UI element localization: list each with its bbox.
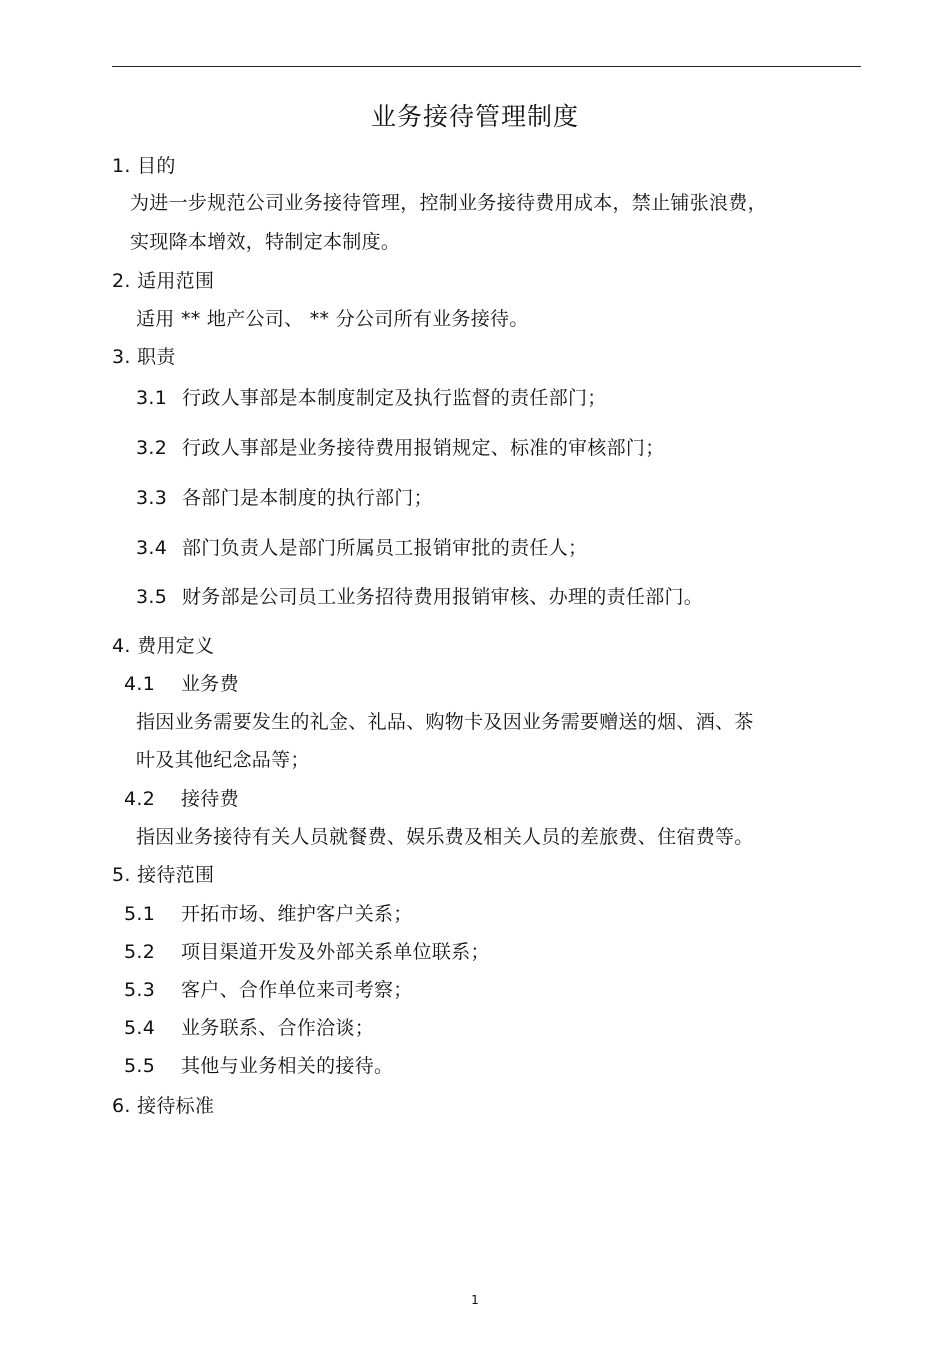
section-number: 2. xyxy=(112,270,131,292)
item-text: 项目渠道开发及外部关系单位联系； xyxy=(181,941,490,963)
item-text: 业务费 xyxy=(181,673,239,695)
document-title: 业务接待管理制度 xyxy=(370,102,579,131)
item-number: 3.1 xyxy=(136,387,168,409)
list-item xyxy=(124,1015,374,1041)
item-number: 5.4 xyxy=(124,1017,156,1039)
item-text: 行政人事部是业务接待费用报销规定、标准的审核部门； xyxy=(182,437,665,459)
section-3-heading xyxy=(112,344,176,370)
list-item xyxy=(124,901,413,927)
item-number: 3.2 xyxy=(136,437,168,459)
item-number: 5.3 xyxy=(124,979,156,1001)
section-6-heading xyxy=(112,1093,214,1119)
item-number: 3.3 xyxy=(136,487,168,509)
section-1-heading xyxy=(112,153,176,179)
section-number: 3. xyxy=(112,346,131,368)
item-text: 业务联系、合作洽谈； xyxy=(181,1017,375,1039)
section-heading-text: 接待范围 xyxy=(137,864,215,886)
item-number: 3.4 xyxy=(136,537,168,559)
list-item xyxy=(136,584,703,610)
list-item xyxy=(124,1053,393,1079)
item-text: 部门负责人是部门所属员工报销审批的责任人； xyxy=(182,537,588,559)
item-text: 开拓市场、维护客户关系； xyxy=(181,903,413,925)
section-number: 4. xyxy=(112,635,131,657)
section-4-heading xyxy=(112,633,214,659)
subsection-4-2-line-1: 指因业务接待有关人员就餐费、娱乐费及相关人员的差旅费、住宿费等。 xyxy=(136,826,754,848)
item-text: 其他与业务相关的接待。 xyxy=(181,1055,394,1077)
list-item xyxy=(124,939,490,965)
section-2-paragraph: 适用 ** 地产公司、 ** 分公司所有业务接待。 xyxy=(136,308,529,330)
list-item xyxy=(136,535,587,561)
item-text: 接待费 xyxy=(181,788,239,810)
section-heading-text: 目的 xyxy=(137,155,176,177)
item-number: 3.5 xyxy=(136,586,168,608)
item-text: 行政人事部是本制度制定及执行监督的责任部门； xyxy=(182,387,607,409)
list-item xyxy=(136,385,607,411)
section-heading-text: 适用范围 xyxy=(137,270,215,292)
page-number: 1 xyxy=(471,1293,479,1307)
list-item xyxy=(124,977,413,1003)
header-rule xyxy=(112,66,861,67)
section-number: 1. xyxy=(112,155,131,177)
item-number: 5.1 xyxy=(124,903,156,925)
section-number: 5. xyxy=(112,864,131,886)
subsection-4-1-line-2: 叶及其他纪念品等； xyxy=(136,749,310,771)
subsection-4-1-heading xyxy=(124,671,239,697)
section-heading-text: 费用定义 xyxy=(137,635,215,657)
item-number: 5.2 xyxy=(124,941,156,963)
section-1-paragraph-line-1: 为进一步规范公司业务接待管理，控制业务接待费用成本，禁止铺张浪费， xyxy=(130,192,767,214)
section-heading-text: 接待标准 xyxy=(137,1095,215,1117)
subsection-4-1-line-1: 指因业务需要发生的礼金、礼品、购物卡及因业务需要赠送的烟、酒、茶 xyxy=(136,711,754,733)
item-number: 5.5 xyxy=(124,1055,156,1077)
section-number: 6. xyxy=(112,1095,131,1117)
section-5-heading xyxy=(112,862,214,888)
item-text: 财务部是公司员工业务招待费用报销审核、办理的责任部门。 xyxy=(182,586,704,608)
item-number: 4.2 xyxy=(124,788,156,810)
item-number: 4.1 xyxy=(124,673,156,695)
item-text: 各部门是本制度的执行部门； xyxy=(182,487,433,509)
list-item xyxy=(136,435,665,461)
subsection-4-2-heading xyxy=(124,786,239,812)
section-1-paragraph-line-2: 实现降本增效，特制定本制度。 xyxy=(130,231,401,253)
section-heading-text: 职责 xyxy=(137,346,176,368)
item-text: 客户、合作单位来司考察； xyxy=(181,979,413,1001)
list-item xyxy=(136,485,433,511)
section-2-heading xyxy=(112,268,214,294)
